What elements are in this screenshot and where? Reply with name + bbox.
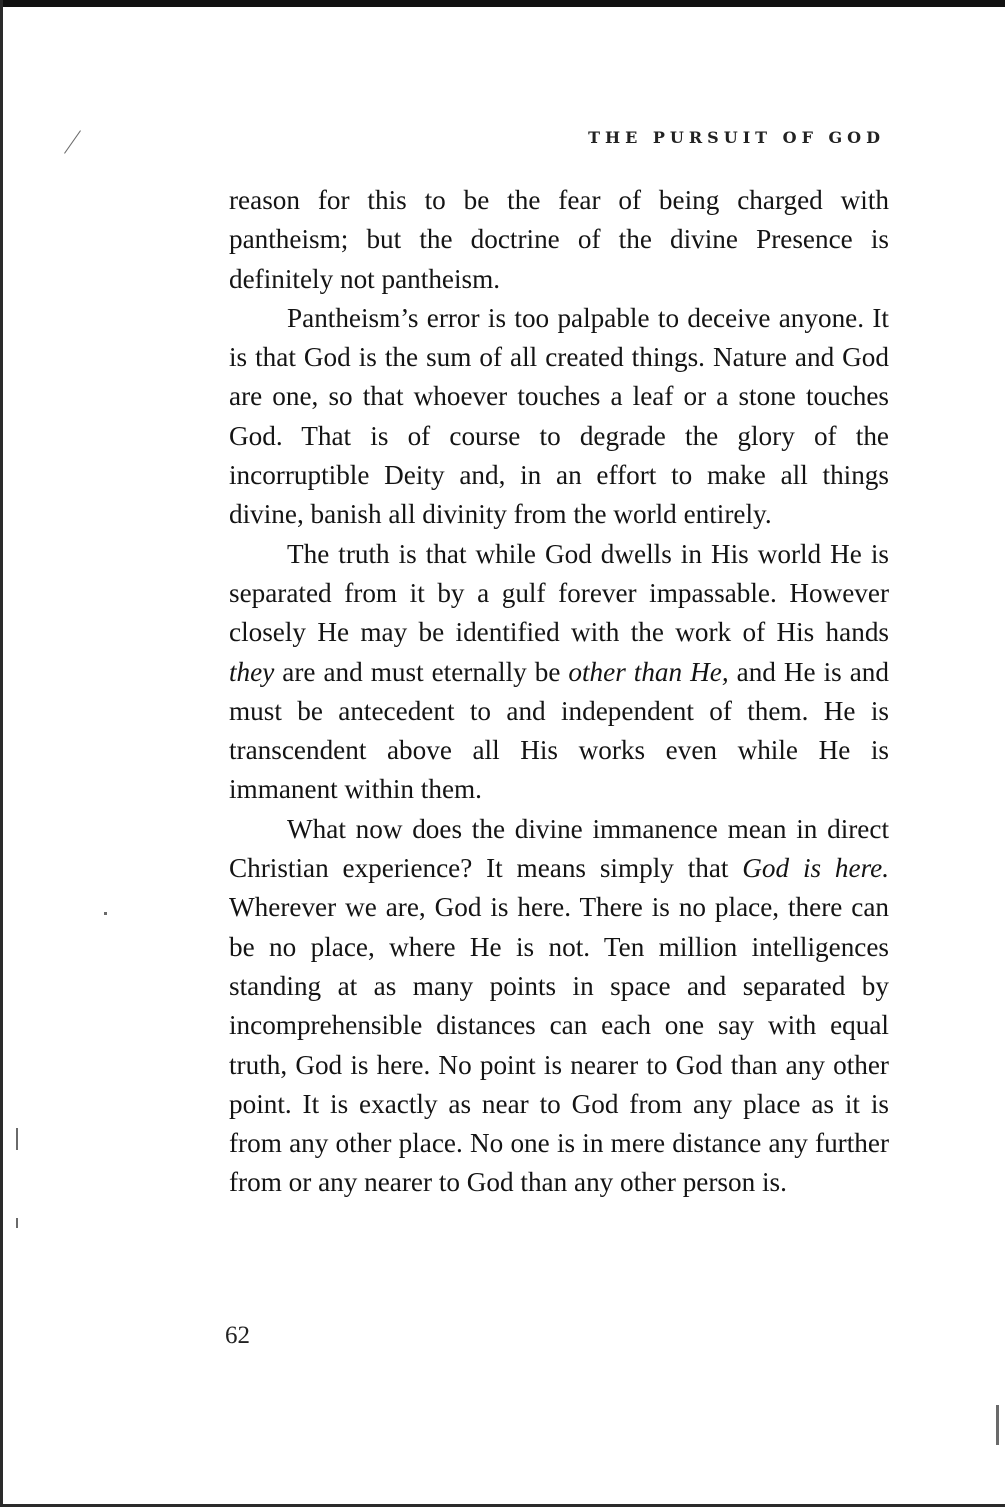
text-run: The truth is that while God dwells in His world He is separated from it by a gulf forever impassable. However closely He may be identified with the work of His hands xyxy=(229,538,889,648)
paragraph-2 xyxy=(229,299,889,535)
scan-speck xyxy=(104,912,107,915)
italic-run: they xyxy=(229,656,275,687)
italic-run: God is here. xyxy=(742,853,890,884)
paragraph-3 xyxy=(229,535,889,810)
italic-run: other than He, xyxy=(568,656,729,687)
paragraph-4 xyxy=(229,810,889,1203)
scan-speck xyxy=(996,1405,999,1445)
page-number: 62 xyxy=(225,1322,250,1349)
text-run: reason for this to be the fear of being charged with pantheism; but the doctrine of the divine Presence is definitely not pantheism. xyxy=(229,185,889,294)
scan-speck xyxy=(64,130,81,154)
text-run: are and must eternally be xyxy=(274,656,569,687)
paragraph-1 xyxy=(229,181,889,299)
scan-speck xyxy=(16,1218,18,1228)
text-run: Pantheism’s error is too palpable to deceive anyone. It is that God is the sum of all created things. Nature and God are one, so that whoever touches a leaf or a stone touches God. That is of course to degrade the glory of the incorruptible Deity and, in an effort to make all things divine, banish all divinity from the world entirely. xyxy=(229,302,889,530)
page-top-edge xyxy=(0,0,1005,7)
running-head: THE PURSUIT OF GOD xyxy=(588,128,885,147)
text-run: Wherever we are, God is here. There is no place, there can be no place, where He is not. Ten million intelligences standing at as many points in space and separated by incomprehensible distances can each one say with equal truth, God is here. No point is nearer to God than any other point. It is exactly as near to God from any place as it is from any other place. No one is in mere distance any further from or any nearer to God than any other person is. xyxy=(229,892,889,1198)
text-run: and He is and must be antecedent to and independent of them. He is transcendent above all His works even while He is immanent within them. xyxy=(229,656,889,805)
body-text xyxy=(229,181,889,1203)
scan-speck xyxy=(16,1128,18,1150)
text-run: What now does the divine immanence mean in direct Christian experience? It means simply that xyxy=(229,813,889,884)
page-left-edge xyxy=(0,0,3,1507)
